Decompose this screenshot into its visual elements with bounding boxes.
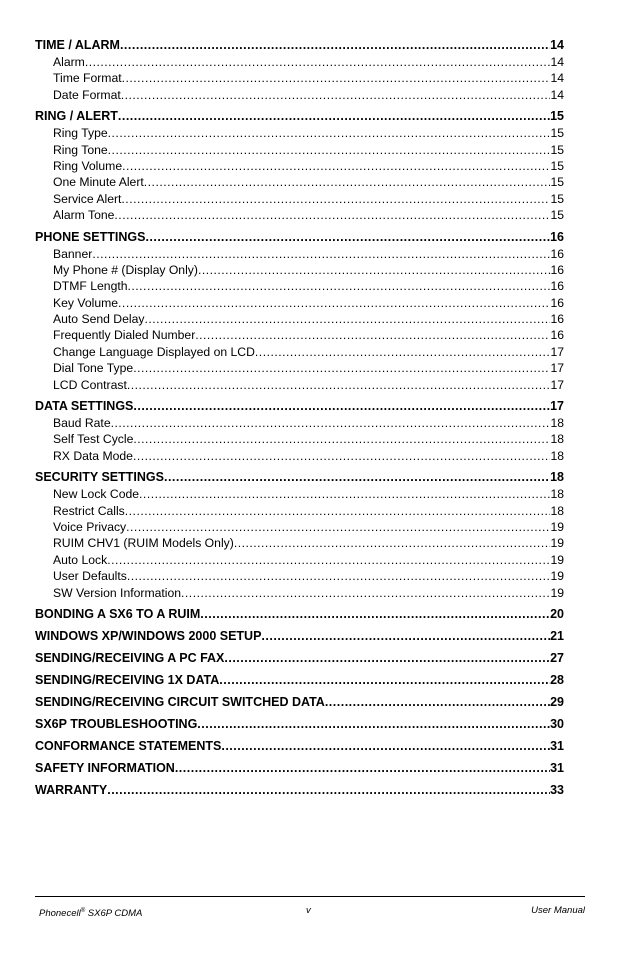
dot-leader xyxy=(127,377,551,393)
toc-entry-page: 16 xyxy=(550,262,564,277)
dot-leader xyxy=(164,469,550,486)
toc-section-heading-title: SECURITY SETTINGS xyxy=(35,470,164,485)
toc-entry-title: Voice Privacy xyxy=(53,519,127,534)
toc-entry-page: 19 xyxy=(550,569,564,584)
toc-section xyxy=(35,628,564,645)
toc-section-heading-title: CONFORMANCE STATEMENTS xyxy=(35,738,222,753)
toc-entry xyxy=(35,174,564,190)
toc-entry-page: 16 xyxy=(550,279,564,294)
toc-section-heading-page: 15 xyxy=(550,109,564,124)
toc-section-heading-title: SENDING/RECEIVING CIRCUIT SWITCHED DATA xyxy=(35,694,325,709)
toc-entry-page: 17 xyxy=(550,344,564,359)
toc-entry-page: 15 xyxy=(550,191,564,206)
toc-entry-title: Ring Tone xyxy=(53,142,108,157)
toc-section xyxy=(35,398,564,464)
toc-section-heading-title: SX6P TROUBLESHOOTING xyxy=(35,716,198,731)
dot-leader xyxy=(145,229,550,246)
toc-entry-page: 15 xyxy=(550,158,564,173)
footer-doc-title: User Manual xyxy=(531,905,585,916)
toc-section xyxy=(35,606,564,623)
toc-entry xyxy=(35,54,564,70)
toc-entry xyxy=(35,519,564,535)
toc-entry-page: 17 xyxy=(550,377,564,392)
toc-section-heading-title: WINDOWS XP/WINDOWS 2000 SETUP xyxy=(35,628,262,643)
toc-entry xyxy=(35,262,564,278)
toc-entry-title: Ring Volume xyxy=(53,158,123,173)
toc-section-heading-page: 29 xyxy=(550,694,564,709)
toc-entry-title: SW Version Information xyxy=(53,585,182,600)
toc-entry xyxy=(35,585,564,601)
toc-entry xyxy=(35,448,564,464)
toc-section-heading xyxy=(35,650,564,667)
toc-section-heading xyxy=(35,782,564,799)
toc-section-heading xyxy=(35,398,564,415)
table-of-contents xyxy=(35,37,564,804)
toc-section xyxy=(35,650,564,667)
dot-leader xyxy=(121,87,551,103)
toc-section-heading xyxy=(35,229,564,246)
dot-leader xyxy=(144,174,551,190)
toc-entry-title: Auto Lock xyxy=(53,552,108,567)
toc-section xyxy=(35,694,564,711)
toc-entry xyxy=(35,415,564,431)
toc-entry-page: 18 xyxy=(550,503,564,518)
toc-entry xyxy=(35,278,564,294)
dot-leader xyxy=(122,158,550,174)
dot-leader xyxy=(325,694,550,711)
dot-leader xyxy=(127,568,551,584)
toc-section-heading-page: 17 xyxy=(550,399,564,414)
dot-leader xyxy=(120,37,550,54)
toc-entry xyxy=(35,535,564,551)
dot-leader xyxy=(125,503,551,519)
toc-section-heading xyxy=(35,694,564,711)
toc-entry xyxy=(35,377,564,393)
toc-section-heading xyxy=(35,606,564,623)
toc-section-heading-page: 28 xyxy=(550,672,564,687)
dot-leader xyxy=(181,585,550,601)
toc-entry-title: Key Volume xyxy=(53,295,119,310)
toc-section-heading xyxy=(35,672,564,689)
toc-entry-page: 15 xyxy=(550,142,564,157)
toc-section-heading xyxy=(35,469,564,486)
toc-section-heading-title: RING / ALERT xyxy=(35,109,118,124)
toc-entry-title: Ring Type xyxy=(53,126,108,141)
toc-entry xyxy=(35,568,564,584)
toc-section-heading-title: WARRANTY xyxy=(35,782,108,797)
toc-section-heading-page: 14 xyxy=(550,38,564,52)
toc-entry-page: 18 xyxy=(550,448,564,463)
dot-leader xyxy=(107,782,550,799)
toc-entry-page: 14 xyxy=(550,87,564,102)
toc-entry-title: Alarm Tone xyxy=(53,208,115,223)
toc-entry-title: New Lock Code xyxy=(53,487,140,502)
dot-leader xyxy=(111,415,551,431)
toc-section xyxy=(35,469,564,601)
page-footer xyxy=(35,896,585,920)
toc-section-heading xyxy=(35,760,564,777)
toc-entry-page: 19 xyxy=(550,552,564,567)
toc-section-heading xyxy=(35,716,564,733)
toc-entry xyxy=(35,207,564,223)
toc-entry-title: Banner xyxy=(53,246,93,261)
toc-entry xyxy=(35,191,564,207)
toc-section-heading-page: 16 xyxy=(550,229,564,244)
toc-section-heading-title: PHONE SETTINGS xyxy=(35,229,146,244)
toc-section-heading-page: 31 xyxy=(550,760,564,775)
toc-section-heading-page: 33 xyxy=(550,782,564,797)
footer-page-number: v xyxy=(306,905,311,916)
toc-entry-title: One Minute Alert xyxy=(53,175,144,190)
toc-entry xyxy=(35,431,564,447)
dot-leader xyxy=(139,486,550,502)
dot-leader xyxy=(85,54,551,70)
dot-leader xyxy=(224,650,550,667)
toc-entry-title: LCD Contrast xyxy=(53,377,127,392)
dot-leader xyxy=(92,246,550,262)
toc-section-heading xyxy=(35,37,564,54)
dot-leader xyxy=(198,262,550,278)
toc-entry-page: 15 xyxy=(550,126,564,141)
dot-leader xyxy=(107,552,550,568)
dot-leader xyxy=(133,360,550,376)
toc-section-heading-title: DATA SETTINGS xyxy=(35,399,134,414)
toc-entry-title: RUIM CHV1 (RUIM Models Only) xyxy=(53,536,234,551)
dot-leader xyxy=(234,535,551,551)
toc-entry xyxy=(35,360,564,376)
toc-section xyxy=(35,738,564,755)
toc-entry xyxy=(35,311,564,327)
toc-entry xyxy=(35,327,564,343)
toc-entry-title: Dial Tone Type xyxy=(53,361,134,376)
toc-section-heading-title: BONDING A SX6 TO A RUIM xyxy=(35,606,201,621)
toc-entry-title: Alarm xyxy=(53,55,85,69)
dot-leader xyxy=(255,344,551,360)
toc-entry-page: 16 xyxy=(550,295,564,310)
toc-section-heading-title: SENDING/RECEIVING A PC FAX xyxy=(35,650,225,665)
toc-entry-title: My Phone # (Display Only) xyxy=(53,262,198,277)
toc-section-heading-title: SAFETY INFORMATION xyxy=(35,760,175,775)
toc-entry-page: 16 xyxy=(550,312,564,327)
toc-section xyxy=(35,760,564,777)
toc-entry-page: 17 xyxy=(550,361,564,376)
toc-section xyxy=(35,108,564,223)
toc-entry-title: Restrict Calls xyxy=(53,503,125,518)
dot-leader xyxy=(261,628,550,645)
toc-entry-page: 19 xyxy=(550,536,564,551)
toc-section-heading-title: SENDING/RECEIVING 1X DATA xyxy=(35,672,220,687)
toc-entry-title: Change Language Displayed on LCD xyxy=(53,344,255,359)
dot-leader xyxy=(133,431,550,447)
toc-section xyxy=(35,672,564,689)
dot-leader xyxy=(126,519,550,535)
dot-leader xyxy=(219,672,550,689)
dot-leader xyxy=(108,142,551,158)
toc-entry-title: Auto Send Delay xyxy=(53,312,145,327)
dot-leader xyxy=(114,207,550,223)
toc-section xyxy=(35,229,564,394)
toc-section xyxy=(35,716,564,733)
dot-leader xyxy=(195,327,550,343)
toc-section-heading-page: 27 xyxy=(550,650,564,665)
toc-entry-title: User Defaults xyxy=(53,569,127,584)
dot-leader xyxy=(121,191,550,207)
dot-leader xyxy=(133,398,550,415)
toc-entry xyxy=(35,158,564,174)
toc-entry-title: RX Data Mode xyxy=(53,448,133,463)
toc-section-heading-title: TIME / ALARM xyxy=(35,38,120,52)
toc-section-heading-page: 18 xyxy=(550,470,564,485)
toc-entry xyxy=(35,70,564,86)
toc-entry xyxy=(35,295,564,311)
dot-leader xyxy=(118,108,550,125)
toc-entry-page: 16 xyxy=(550,328,564,343)
dot-leader xyxy=(144,311,550,327)
toc-entry-page: 16 xyxy=(550,246,564,261)
toc-entry-page: 14 xyxy=(550,55,564,69)
toc-entry-page: 14 xyxy=(550,71,564,86)
toc-entry-page: 15 xyxy=(550,208,564,223)
toc-entry-page: 18 xyxy=(550,487,564,502)
toc-entry-page: 19 xyxy=(550,585,564,600)
toc-section-heading-page: 21 xyxy=(550,628,564,643)
toc-section-heading xyxy=(35,108,564,125)
toc-entry xyxy=(35,142,564,158)
dot-leader xyxy=(200,606,550,623)
dot-leader xyxy=(197,716,550,733)
dot-leader xyxy=(175,760,550,777)
toc-section-heading-page: 30 xyxy=(550,716,564,731)
toc-section-heading-page: 20 xyxy=(550,606,564,621)
toc-entry-page: 19 xyxy=(550,519,564,534)
toc-entry-title: Service Alert xyxy=(53,191,122,206)
dot-leader xyxy=(122,70,551,86)
dot-leader xyxy=(128,278,551,294)
toc-entry xyxy=(35,87,564,103)
toc-entry-title: Frequently Dialed Number xyxy=(53,328,196,343)
toc-entry-title: Baud Rate xyxy=(53,416,111,431)
toc-entry-title: Self Test Cycle xyxy=(53,432,134,447)
dot-leader xyxy=(108,125,551,141)
toc-entry-page: 18 xyxy=(550,416,564,431)
toc-section-heading xyxy=(35,628,564,645)
toc-section-heading-page: 31 xyxy=(550,738,564,753)
toc-entry-title: DTMF Length xyxy=(53,279,128,294)
footer-product: Phonecell® SX6P CDMA xyxy=(39,908,143,920)
dot-leader xyxy=(221,738,550,755)
toc-entry xyxy=(35,246,564,262)
dot-leader xyxy=(118,295,550,311)
toc-section xyxy=(35,782,564,799)
toc-section-heading xyxy=(35,738,564,755)
toc-entry xyxy=(35,125,564,141)
toc-entry xyxy=(35,486,564,502)
toc-entry-title: Time Format xyxy=(53,71,122,86)
toc-section xyxy=(35,37,564,103)
toc-entry xyxy=(35,503,564,519)
toc-entry xyxy=(35,344,564,360)
toc-entry-title: Date Format xyxy=(53,87,121,102)
toc-entry-page: 18 xyxy=(550,432,564,447)
toc-entry-page: 15 xyxy=(550,175,564,190)
toc-entry xyxy=(35,552,564,568)
dot-leader xyxy=(133,448,551,464)
